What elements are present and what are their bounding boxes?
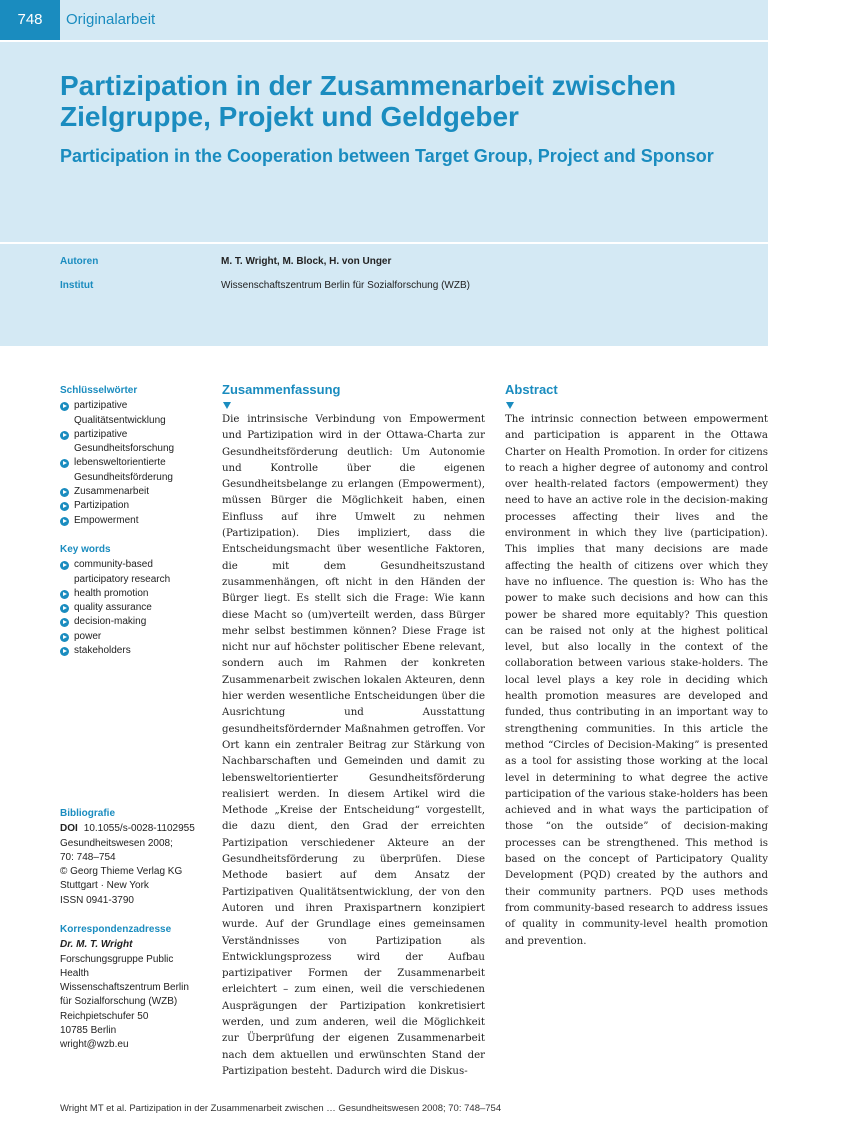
keyword-item (60, 499, 210, 513)
arrow-bullet-icon (60, 590, 69, 599)
keyword-text: quality assurance (74, 602, 152, 614)
arrow-bullet-icon (60, 647, 69, 656)
bibliography-heading: Bibliografie (60, 808, 116, 819)
keyword-item (60, 514, 210, 528)
keyword-text: stakeholders (74, 645, 131, 657)
doi-line (60, 822, 210, 836)
article-title-english: Participation in the Cooperation between Target Group, Project and Sponsor (60, 146, 714, 166)
address-line: ISSN 0941-3790 (60, 894, 134, 906)
keyword-item (60, 630, 210, 644)
correspondence-heading: Korrespondenzadresse (60, 924, 172, 935)
keyword-item (60, 644, 210, 658)
keywords-english-heading: Key words (60, 544, 111, 555)
keyword-text: Empowerment (74, 514, 139, 526)
arrow-bullet-icon (60, 618, 69, 627)
page-number: 748 (0, 0, 60, 40)
keyword-text: partizipative (74, 428, 128, 440)
article-title-german: Partizipation in der Zusammenarbeit zwischen Zielgruppe, Projekt und Geldgeber (60, 70, 677, 132)
keyword-item (60, 456, 210, 485)
arrow-bullet-icon (60, 488, 69, 497)
keyword-item (60, 428, 210, 457)
doi-label: DOI (60, 823, 78, 835)
institute-label: Institut (60, 280, 94, 291)
keyword-text: Qualitätsentwicklung (74, 414, 166, 426)
keyword-text: power (74, 630, 102, 642)
keyword-text: health promotion (74, 587, 149, 599)
keyword-text: community-based (74, 559, 153, 571)
meta-divider (0, 242, 768, 244)
header-divider (0, 40, 768, 42)
correspondence-lines (60, 953, 210, 1053)
address-line: Wissenschaftszentrum Berlin (60, 982, 189, 994)
address-line: Health (60, 967, 89, 979)
keyword-text: Partizipation (74, 500, 130, 512)
institute: Wissenschaftszentrum Berlin für Sozialforschung (WZB) (221, 280, 470, 291)
keyword-item (60, 615, 210, 629)
bibliography (60, 807, 210, 908)
keywords-german (60, 384, 210, 528)
keyword-text: decision-making (74, 616, 147, 628)
address-line: © Georg Thieme Verlag KG (60, 866, 183, 878)
abstract-heading: Abstract (505, 382, 558, 397)
keyword-text: Zusammenarbeit (74, 486, 150, 498)
correspondence (60, 923, 210, 1053)
keyword-text: Gesundheitsforschung (74, 443, 175, 455)
keywords-german-heading: Schlüsselwörter (60, 385, 138, 396)
address-line: Forschungsgruppe Public (60, 953, 174, 965)
abstract-text: The intrinsic connection between empowerment and participation is apparent in the Ottawa Charter on Health Promotion. In order for citizens to reach a higher degree of autonomy and control over health-related factors (empowerment) they need to have an active role in the decision-making processes affecting their lives and the environment in which they live (participation). This implies that many decisions are made affecting the health of citizens over which they have no influence. The question is: Who has the power to make such decisions and how can this power be shared more equitably? This question can be raised not only at the highest political level, but also locally in the context of the collaboration between various stake-holders. The local level plays a key role in deciding which health promotion measures are developed and funded, thus contributing in an important way to strengthening communities. In this article the method “Circles of Decision-Making” is presented as a tool for assisting those working at the local level in determining to what degree the active participation of the various stake-holders has been achieved and in what ways the participation of those “on the outside” of decision-making processes can be strengthened. This method is based on the concept of Participatory Quality Development (PQD) created by the authors and their community partners. PQD uses methods from community-based research to address issues of quality in community-level health promotion and prevention. (505, 414, 768, 947)
abstract-section (505, 382, 768, 950)
arrow-bullet-icon (60, 517, 69, 526)
bibliography-lines (60, 837, 210, 908)
zusammenfassung-heading: Zusammenfassung (222, 382, 341, 397)
keyword-item (60, 558, 210, 587)
arrow-bullet-icon (60, 633, 69, 642)
keyword-item (60, 485, 210, 499)
doi-value: 10.1055/s-0028-1102955 (83, 823, 195, 835)
address-line: für Sozialforschung (WZB) (60, 996, 178, 1008)
keyword-text: lebensweltorientierte (74, 457, 166, 469)
section-label: Originalarbeit (66, 11, 156, 28)
address-line: Reichpietschufer 50 (60, 1010, 149, 1022)
address-line: 70: 748–754 (60, 851, 116, 863)
keyword-text: Gesundheitsförderung (74, 471, 173, 483)
keyword-item (60, 601, 210, 615)
keyword-item (60, 399, 210, 428)
correspondence-name: Dr. M. T. Wright (60, 939, 133, 951)
authors-label: Autoren (60, 256, 99, 267)
arrow-bullet-icon (60, 604, 69, 613)
triangle-down-icon (223, 402, 231, 409)
arrow-bullet-icon (60, 459, 69, 468)
keyword-text: partizipative (74, 400, 128, 412)
address-line: Gesundheitswesen 2008; (60, 837, 173, 849)
address-line: Stuttgart · New York (60, 880, 149, 892)
arrow-bullet-icon (60, 431, 69, 440)
address-line: wright@wzb.eu (60, 1039, 129, 1051)
title-band (0, 0, 768, 346)
arrow-bullet-icon (60, 561, 69, 570)
authors: M. T. Wright, M. Block, H. von Unger (221, 256, 392, 267)
zusammenfassung-section (222, 382, 485, 1080)
keyword-item (60, 587, 210, 601)
zusammenfassung-text: Die intrinsische Verbindung von Empowerment und Partizipation wird in der Ottawa-Charta zur Gesundheitsförderung deutlich: Um Autonomie und Kontrolle über die eigenen Gesundheitsbelange zu erlangen (Empowerment), müssen Bürger die Möglichkeit haben, einen Einfluss auf ihre Umwelt zu nehmen (Partizipation). Dies impliziert, dass die Entscheidungsmacht über wesentliche Faktoren, die mit dem Gesundheitszustand zusammenhängen, oft nicht in den Händen der Bürger liegt. Es stellt sich die Frage: Wie kann diese Macht so (um)verteilt werden, dass Bürger mehr selbst bestimmen können? Diese Frage ist nicht nur auf höchster politischer Ebene relevant, sondern auch im Rahmen der konkreten Zusammenarbeit zwischen lokalen Akteuren, denn hier werden wesentliche Entscheidungen über die Ausrichtung und Ausstattung gesundheitsfördernder Maßnahmen getroffen. Vor Ort kann ein zentraler Beitrag zur Stärkung von Nachbarschaften und Gemeinden und damit zu lebensweltorientierter Gesundheitsförderung realisiert werden. In diesem Artikel wird die Methode „Kreise der Entscheidung“ vorgestellt, die dazu dient, den Grad der erreichten Partizipation verschiedener Akteure an der Gesundheitsförderung zu überprüfen. Diese Methode basiert auf dem Ansatz der Partizipativen Qualitätsentwicklung, der von den Autoren und ihren Praxispartnern konzipiert wurde. Auf der Grundlage eines gemeinsamen Verständnisses von Partizipation als Entwicklungsprozess wird der Aufbau partizipativer Formen der Zusammenarbeit erleichtert – zum einen, weil die verschiedenen Ausprägungen der Partizipation konkretisiert werden, und zum anderen, weil die Möglichkeit zur Überprüfung der eigenen Zusammenarbeit nach dem aktuellen und erwünschten Stand der Partizipation besteht. Dadurch wird die Diskus- (222, 414, 485, 1077)
keywords-english (60, 543, 210, 658)
keywords-english-list (60, 558, 210, 658)
keyword-text: participatory research (74, 573, 171, 585)
arrow-bullet-icon (60, 402, 69, 411)
triangle-down-icon (506, 402, 514, 409)
address-line: 10785 Berlin (60, 1025, 117, 1037)
page-footer: Wright MT et al. Partizipation in der Zusammenarbeit zwischen … Gesundheitswesen 2008; 70: 748–754 (60, 1103, 502, 1114)
keywords-german-list (60, 399, 210, 528)
arrow-bullet-icon (60, 502, 69, 511)
